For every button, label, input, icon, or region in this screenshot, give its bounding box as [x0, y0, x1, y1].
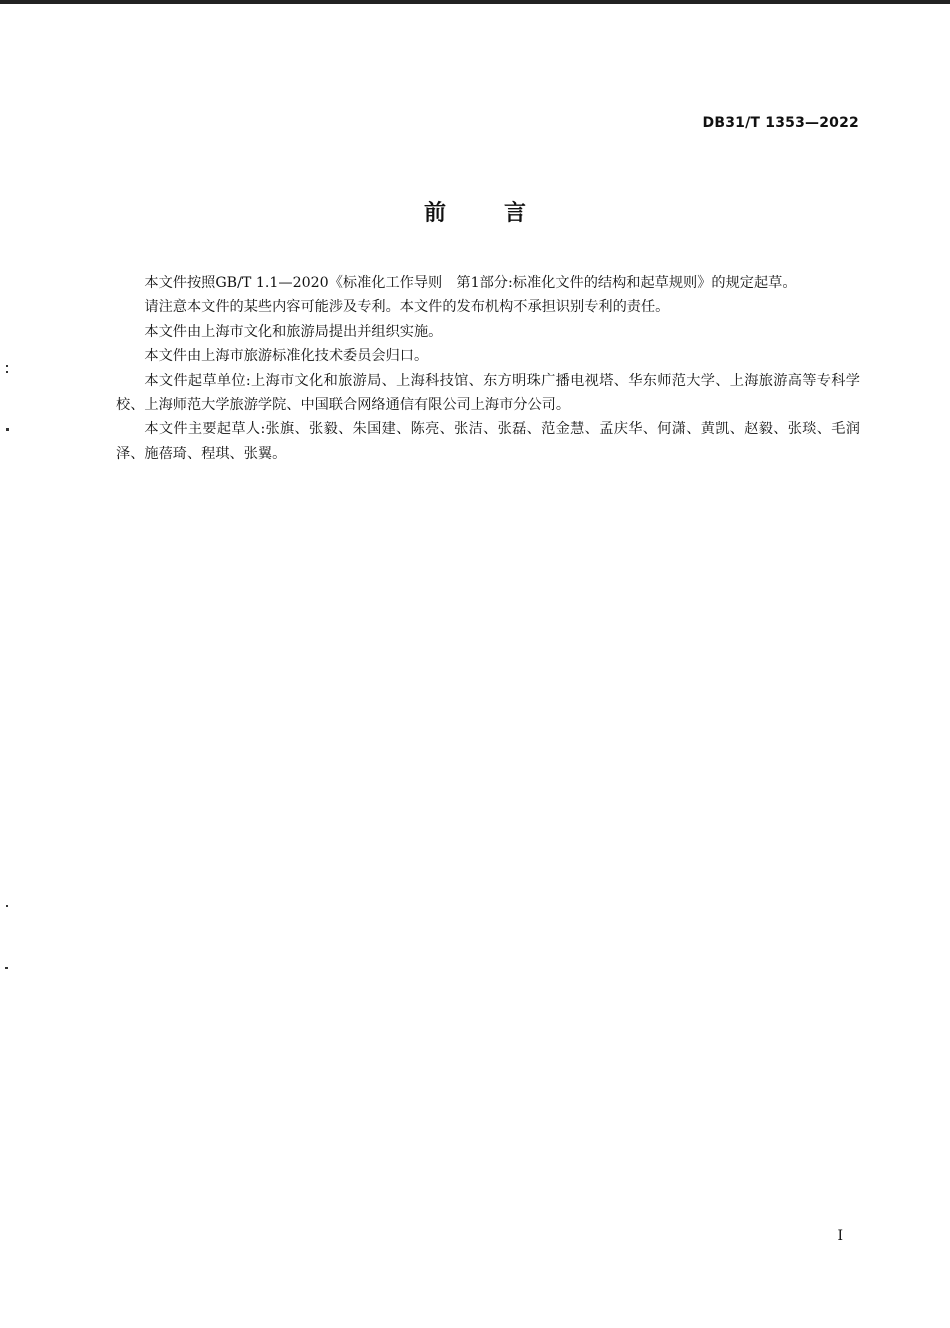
paragraph-proposer: 本文件由上海市文化和旅游局提出并组织实施。 — [144, 323, 443, 340]
scan-mark — [6, 365, 8, 367]
page-number: I — [837, 1228, 843, 1244]
page-title: 前言 — [423, 201, 584, 226]
body-text — [116, 271, 860, 466]
paragraph-drafting-units: 本文件起草单位:上海市文化和旅游局、上海科技馆、东方明珠广播电视塔、华东师范大学、上海旅游高等专科学校、上海师范大学旅游学院、中国联合网络通信有限公司上海市分公司。 — [116, 372, 860, 414]
paragraph-drafters: 本文件主要起草人:张旗、张毅、朱国建、陈亮、张洁、张磊、范金慧、孟庆华、何潇、黄凯、赵毅、张琰、毛润泽、施蓓琦、程琪、张翼。 — [116, 421, 860, 462]
paragraph-patent-notice: 请注意本文件的某些内容可能涉及专利。本文件的发布机构不承担识别专利的责任。 — [144, 299, 670, 316]
paragraph-committee: 本文件由上海市旅游标准化技术委员会归口。 — [144, 348, 429, 365]
scan-mark — [6, 428, 9, 431]
document-code: DB31/T 1353—2022 — [702, 115, 859, 131]
top-border-line — [0, 0, 950, 4]
scan-mark — [6, 371, 8, 373]
scan-mark — [6, 905, 8, 907]
paragraph-drafting-basis: 本文件按照GB/T 1.1—2020《标准化工作导则 第1部分:标准化文件的结构和起草规则》的规定起草。 — [144, 275, 797, 291]
scan-mark — [5, 967, 8, 969]
